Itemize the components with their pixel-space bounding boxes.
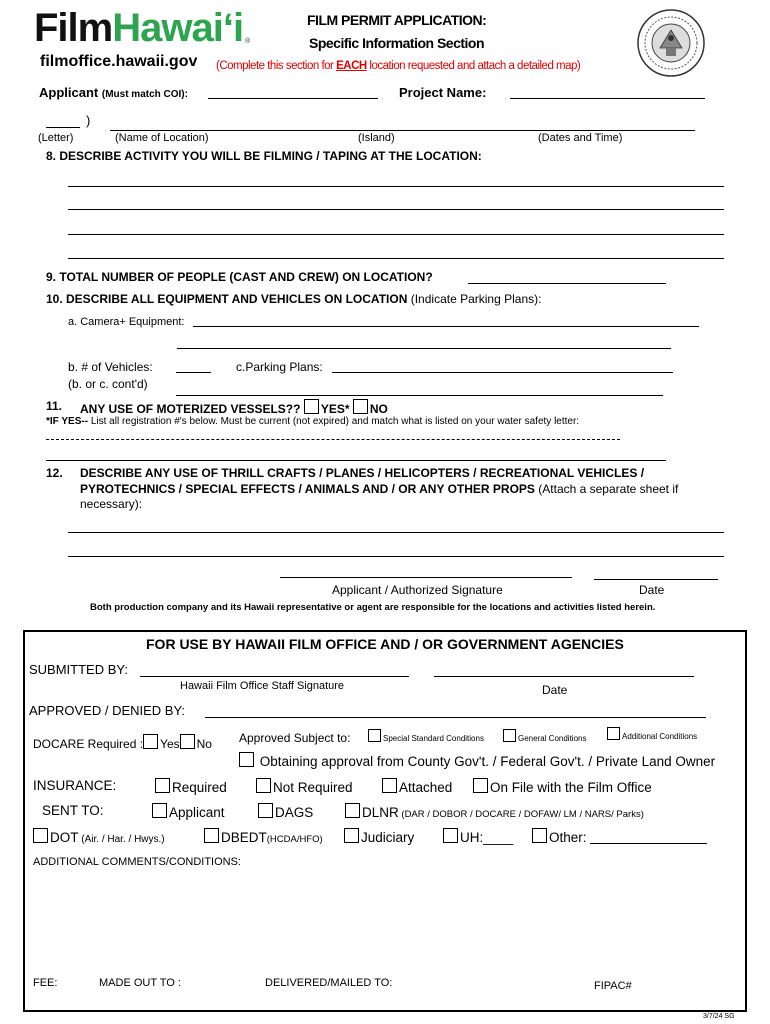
location-name-caption: (Name of Location): [115, 132, 209, 144]
insurance-not-required-option: [256, 778, 353, 795]
made-out-to-label: MADE OUT TO :: [99, 977, 181, 989]
sent-other-field[interactable]: [590, 843, 707, 844]
camera-equipment-field[interactable]: [193, 326, 699, 327]
location-letter-caption: (Letter): [38, 132, 74, 144]
project-name-field[interactable]: [510, 98, 705, 99]
sent-dbedt-checkbox[interactable]: [204, 828, 219, 843]
insurance-required-checkbox[interactable]: [155, 778, 170, 793]
special-conditions-label: Special Standard Conditions: [383, 734, 484, 743]
question-12-line-1: DESCRIBE ANY USE OF THRILL CRAFTS / PLANES / HELICOPTERS / RECREATIONAL VEHICLES /: [80, 466, 645, 480]
fipac-label: FIPAC#: [594, 980, 632, 992]
film-hawaii-logo: [34, 6, 249, 51]
location-paren: ): [86, 113, 91, 128]
docare-no-label: No: [196, 737, 212, 751]
docare-yes-label: Yes: [160, 737, 180, 751]
sent-uh-option: [443, 828, 513, 845]
sent-judiciary-option: [344, 828, 414, 845]
applicant-signature-field[interactable]: [280, 577, 572, 578]
form-revision-date: 3/7/24 SG: [703, 1013, 735, 1020]
applicant-signature-caption: Applicant / Authorized Signature: [332, 583, 503, 597]
question-12-line-2: [80, 482, 678, 496]
applicant-label: [39, 85, 188, 100]
agency-use-section: [23, 630, 747, 1012]
insurance-on-file-checkbox[interactable]: [473, 778, 488, 793]
registration-field-2[interactable]: [46, 460, 666, 461]
if-yes-text: List all registration #'s below. Must be current (not expired) and match what is listed on your water safety letter:: [88, 416, 580, 427]
question-12-line-2-text: PYROTECHNICS / SPECIAL EFFECTS / ANIMALS AND / OR ANY OTHER PROPS: [80, 482, 535, 496]
logo-url: filmoffice.hawaii.gov: [40, 53, 198, 70]
responsibility-note: Both production company and its Hawaii representative or agent are responsible for the locations and activities listed herein.: [90, 602, 656, 613]
if-yes-instruction: [46, 416, 579, 427]
instruction-part2: location requested and attach a detailed map): [366, 60, 581, 72]
question-11-label: ANY USE OF MOTERIZED VESSELS??: [80, 402, 301, 416]
q9-answer-field[interactable]: [468, 283, 666, 284]
insurance-attached-label: Attached: [399, 780, 453, 795]
trademark-mark: ®: [245, 38, 250, 45]
sent-dot-checkbox[interactable]: [33, 828, 48, 843]
vessels-no-checkbox[interactable]: [353, 399, 368, 414]
sent-uh-checkbox[interactable]: [443, 828, 458, 843]
docare-yes-checkbox[interactable]: [143, 734, 158, 749]
submitted-date-field[interactable]: [434, 676, 694, 677]
sent-applicant-option: [152, 803, 225, 820]
submitted-by-field[interactable]: [140, 676, 409, 677]
vessels-yes-label: YES*: [320, 402, 350, 416]
project-name-label: Project Name:: [399, 85, 487, 100]
agency-section-title: FOR USE BY HAWAII FILM OFFICE AND / OR GOVERNMENT AGENCIES: [146, 636, 624, 652]
location-letter-field[interactable]: [46, 127, 80, 128]
insurance-label: INSURANCE:: [33, 778, 117, 793]
applicant-date-caption: Date: [639, 583, 665, 597]
q8-answer-line-1[interactable]: [68, 186, 724, 187]
instruction-part1: (Complete this section for: [216, 60, 337, 72]
insurance-attached-checkbox[interactable]: [382, 778, 397, 793]
special-conditions-option: [368, 729, 484, 743]
general-conditions-label: General Conditions: [518, 734, 587, 743]
q8-answer-line-2[interactable]: [68, 209, 724, 210]
sent-dbedt-note: (HCDA/HFO): [266, 834, 323, 845]
insurance-required-option: [155, 778, 227, 795]
question-12-note: (Attach a separate sheet if: [534, 482, 679, 496]
question-8: 8. DESCRIBE ACTIVITY YOU WILL BE FILMING / TAPING AT THE LOCATION:: [46, 149, 482, 163]
sent-dot-note: (Air. / Har. / Hwys.): [78, 834, 165, 845]
sent-applicant-checkbox[interactable]: [152, 803, 167, 818]
sent-dags-checkbox[interactable]: [258, 803, 273, 818]
sent-to-label: SENT TO:: [42, 803, 104, 818]
insurance-attached-option: [382, 778, 452, 795]
sent-applicant-label: Applicant: [169, 805, 225, 820]
state-seal-icon: [636, 8, 706, 78]
question-9: 9. TOTAL NUMBER OF PEOPLE (CAST AND CREW) ON LOCATION?: [46, 270, 433, 284]
insurance-on-file-option: [473, 778, 652, 795]
question-10: [46, 292, 541, 306]
bc-continued-field[interactable]: [176, 395, 663, 396]
q12-answer-line-1[interactable]: [68, 532, 724, 533]
obtaining-approval-label: Obtaining approval from County Gov't. / Federal Gov't. / Private Land Owner: [259, 754, 716, 769]
sent-dbedt-option: [204, 828, 323, 845]
general-conditions-option: [503, 729, 586, 743]
parking-plans-label: c.Parking Plans:: [236, 360, 323, 374]
parking-plans-field[interactable]: [332, 372, 673, 373]
applicant-date-field[interactable]: [594, 579, 718, 580]
vessels-yes-checkbox[interactable]: [304, 399, 319, 414]
submitted-by-label: SUBMITTED BY:: [29, 662, 128, 677]
insurance-required-label: Required: [172, 780, 227, 795]
insurance-on-file-label: On File with the Film Office: [490, 780, 652, 795]
insurance-not-required-label: Not Required: [273, 780, 353, 795]
location-island-caption: (Island): [358, 132, 395, 144]
sent-other-label: Other:: [549, 830, 587, 845]
question-11-number: 11.: [46, 399, 63, 413]
instruction-emphasis: EACH: [336, 60, 367, 72]
question-11: [80, 399, 388, 416]
logo-film-text: Film: [34, 6, 113, 50]
form-title: FILM PERMIT APPLICATION:: [307, 12, 487, 28]
sent-uh-label: UH:____: [460, 830, 514, 845]
form-instruction: [216, 60, 580, 72]
sent-dlnr-option: [345, 803, 644, 820]
sent-dlnr-checkbox[interactable]: [345, 803, 360, 818]
docare-label: DOCARE Required :: [33, 737, 144, 751]
vessels-no-label: NO: [369, 402, 388, 416]
camera-equipment-label: a. Camera+ Equipment:: [68, 316, 185, 328]
question-12-line-3: necessary):: [80, 497, 143, 511]
general-conditions-checkbox[interactable]: [503, 729, 516, 742]
camera-equipment-field-2[interactable]: [177, 348, 671, 349]
insurance-not-required-checkbox[interactable]: [256, 778, 271, 793]
if-yes-bold: *IF YES--: [46, 416, 89, 427]
q8-answer-line-3[interactable]: [68, 234, 724, 235]
sent-judiciary-label: Judiciary: [361, 830, 415, 845]
applicant-field[interactable]: [208, 98, 378, 99]
q12-answer-line-2[interactable]: [68, 556, 724, 557]
sent-dags-label: DAGS: [275, 805, 314, 820]
logo-hawaii-text: Hawaiʻi: [112, 6, 244, 50]
location-details-field[interactable]: [110, 130, 695, 131]
docare-row: [33, 734, 212, 751]
sent-dot-label: DOT: [50, 830, 79, 845]
registration-field-1[interactable]: [46, 439, 620, 440]
form-subtitle: Specific Information Section: [309, 35, 485, 51]
submitted-date-caption: Date: [542, 683, 568, 697]
sent-dot-option: [33, 828, 165, 845]
sent-dags-option: [258, 803, 313, 820]
additional-comments-label: ADDITIONAL COMMENTS/CONDITIONS:: [33, 856, 241, 868]
question-10-note: (Indicate Parking Plans):: [410, 292, 542, 306]
applicant-sub-label: (Must match COI):: [101, 89, 188, 100]
approved-denied-field[interactable]: [205, 717, 706, 718]
sent-dlnr-note: (DAR / DOBOR / DOCARE / DOFAW/ LM / NARS/ Parks): [398, 809, 644, 820]
sent-other-checkbox[interactable]: [532, 828, 547, 843]
sent-dlnr-label: DLNR: [362, 805, 399, 820]
sent-judiciary-checkbox[interactable]: [344, 828, 359, 843]
applicant-label-text: Applicant: [39, 85, 99, 100]
obtaining-approval-option: [239, 752, 715, 769]
docare-no-checkbox[interactable]: [180, 734, 195, 749]
delivered-mailed-label: DELIVERED/MAILED TO:: [265, 977, 393, 989]
additional-conditions-option: [607, 727, 697, 741]
additional-conditions-label: Additional Conditions: [622, 732, 698, 741]
question-12-number: 12.: [46, 466, 63, 480]
q8-answer-line-4[interactable]: [68, 258, 724, 259]
additional-conditions-checkbox[interactable]: [607, 727, 620, 740]
special-conditions-checkbox[interactable]: [368, 729, 381, 742]
staff-signature-caption: Hawaii Film Office Staff Signature: [180, 680, 345, 692]
bc-continued-label: (b. or c. cont'd): [68, 377, 148, 391]
sent-other-option: [532, 828, 587, 845]
fee-label: FEE:: [33, 977, 58, 989]
obtaining-approval-checkbox[interactable]: [239, 752, 254, 767]
question-10-label: 10. DESCRIBE ALL EQUIPMENT AND VEHICLES ON LOCATION: [46, 292, 408, 306]
sent-dbedt-label: DBEDT: [221, 830, 267, 845]
vehicles-label: b. # of Vehicles:: [68, 360, 153, 374]
approved-denied-label: APPROVED / DENIED BY:: [29, 703, 186, 718]
vehicles-field[interactable]: [176, 372, 211, 373]
approved-subject-label: Approved Subject to:: [239, 731, 351, 745]
location-dates-caption: (Dates and Time): [538, 132, 623, 144]
